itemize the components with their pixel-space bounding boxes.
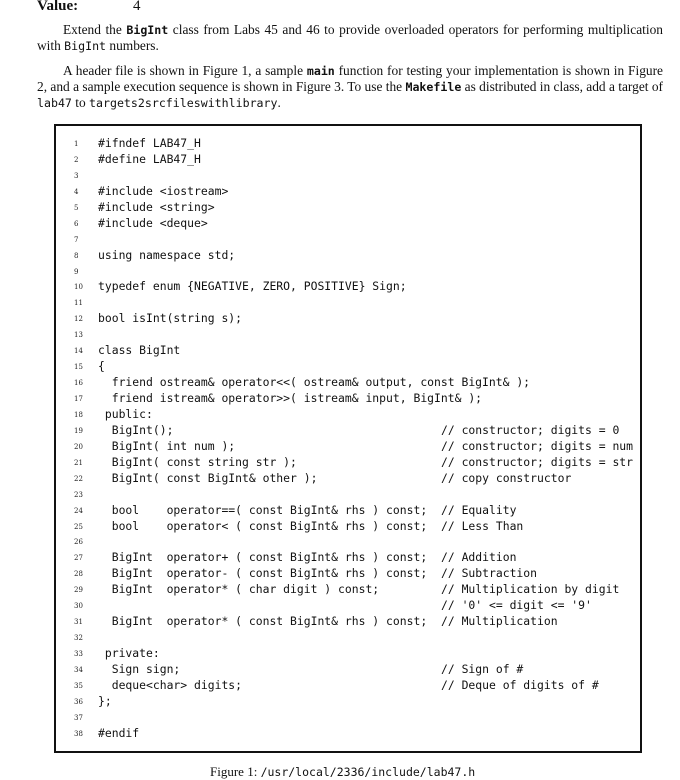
- code-comment: // Subtraction: [441, 566, 538, 581]
- line-number: 5: [74, 203, 79, 212]
- line-number: 33: [74, 650, 83, 658]
- code-comment: // Multiplication: [441, 614, 558, 629]
- code-line: [74, 630, 634, 646]
- code-line: [74, 726, 634, 742]
- code-line: [74, 694, 634, 710]
- code-text: BigInt operator* ( char digit ) const;: [98, 582, 380, 597]
- code-line: [74, 136, 634, 152]
- code-text: #include <string>: [98, 199, 215, 214]
- code-line: [74, 232, 634, 248]
- para1-text-2: class from Labs 45 and 46 to provide overloaded operators for performing multiplication with: [37, 22, 663, 53]
- para2-code-4: targets2srcfileswithlibrary: [89, 96, 278, 110]
- code-text: #include <deque>: [98, 215, 208, 230]
- line-number: 22: [74, 474, 83, 483]
- line-number: 9: [74, 267, 79, 276]
- code-line: [74, 407, 634, 423]
- para1-text-3: numbers.: [106, 38, 159, 53]
- line-number: 34: [74, 665, 83, 674]
- line-number: 6: [74, 219, 79, 228]
- line-number: 31: [74, 618, 83, 627]
- line-number: 25: [74, 522, 83, 531]
- code-text: #define LAB47_H: [98, 151, 201, 166]
- para2-code-2: Makefile: [405, 80, 462, 94]
- code-line: [74, 216, 634, 232]
- para2-text-5: .: [277, 95, 281, 110]
- code-comment: // constructor; digits = 0: [441, 422, 620, 437]
- code-text: };: [98, 693, 112, 708]
- code-line: [74, 391, 634, 407]
- figure-caption: [210, 764, 475, 780]
- para2-text-3: as distributed in class, add a target of: [461, 79, 663, 94]
- code-line: [74, 487, 634, 503]
- code-text: #endif: [98, 725, 140, 740]
- line-number: 37: [74, 713, 83, 722]
- line-number: 4: [74, 187, 79, 196]
- code-line: [74, 375, 634, 391]
- caption-path: /usr/local/2336/include/lab47.h: [260, 765, 476, 779]
- code-line: [74, 519, 634, 535]
- code-line: [74, 184, 634, 200]
- line-number: 21: [74, 458, 83, 467]
- code-comment: // copy constructor: [441, 470, 572, 485]
- line-number: 3: [74, 171, 79, 180]
- para2-code-1: main: [306, 64, 335, 78]
- para1-text-1: Extend the: [63, 22, 127, 37]
- code-line: [74, 566, 634, 582]
- value-label: Value:: [37, 0, 79, 14]
- caption-label: Figure 1:: [210, 764, 258, 779]
- code-text: BigInt operator- ( const BigInt& rhs ) const;: [98, 566, 428, 581]
- line-number: 18: [74, 410, 83, 419]
- line-number: 15: [74, 363, 83, 372]
- para1-code-1: BigInt: [126, 23, 169, 37]
- code-line: [74, 646, 634, 662]
- para2-text-4: to: [71, 95, 90, 110]
- line-number: 28: [74, 570, 83, 579]
- code-text: friend ostream& operator<<( ostream& output, const BigInt& );: [98, 375, 531, 390]
- code-comment: // Addition: [441, 550, 517, 565]
- code-line: [74, 710, 634, 726]
- code-text: #ifndef LAB47_H: [98, 136, 201, 150]
- line-number: 32: [74, 634, 83, 643]
- code-text: {: [98, 359, 105, 374]
- code-text: bool isInt(string s);: [98, 311, 243, 326]
- line-number: 29: [74, 586, 83, 595]
- code-line: [74, 471, 634, 487]
- line-number: 30: [74, 602, 83, 611]
- code-text: #include <iostream>: [98, 183, 229, 198]
- code-line: [74, 455, 634, 471]
- code-line: [74, 439, 634, 455]
- line-number: 2: [74, 155, 79, 164]
- code-comment: // '0' <= digit <= '9': [441, 598, 592, 613]
- line-number: 16: [74, 379, 83, 388]
- code-text: BigInt operator* ( const BigInt& rhs ) const;: [98, 614, 428, 629]
- code-comment: // Multiplication by digit: [441, 582, 620, 597]
- code-text: class BigInt: [98, 343, 181, 358]
- line-number: 14: [74, 347, 83, 356]
- code-line: [74, 264, 634, 280]
- code-listing: [74, 136, 634, 742]
- code-line: [74, 168, 634, 184]
- code-line: [74, 550, 634, 566]
- code-line: [74, 423, 634, 439]
- code-line: [74, 598, 634, 614]
- line-number: 38: [74, 729, 83, 738]
- code-line: [74, 343, 634, 359]
- para2-code-3: lab47: [37, 96, 72, 110]
- code-line: [74, 152, 634, 168]
- code-text: deque<char> digits;: [98, 677, 243, 692]
- code-text: bool operator< ( const BigInt& rhs ) const;: [98, 518, 428, 533]
- value-number: 4: [133, 0, 141, 14]
- code-line: [74, 311, 634, 327]
- code-comment: // Less Than: [441, 518, 524, 533]
- line-number: 23: [74, 490, 83, 499]
- code-text: public:: [98, 406, 153, 421]
- code-text: Sign sign;: [98, 661, 181, 676]
- line-number: 11: [74, 299, 83, 308]
- code-line: [74, 279, 634, 295]
- code-comment: // constructor; digits = str: [441, 454, 634, 469]
- line-number: 36: [74, 697, 83, 706]
- code-comment: // Equality: [441, 502, 517, 517]
- code-line: [74, 327, 634, 343]
- code-line: [74, 534, 634, 550]
- code-line: [74, 614, 634, 630]
- intro-paragraph: [37, 22, 663, 54]
- code-listing-box: [54, 124, 642, 753]
- code-text: using namespace std;: [98, 247, 236, 262]
- code-line: [74, 678, 634, 694]
- code-text: BigInt( int num );: [98, 438, 236, 453]
- code-text: friend istream& operator>>( istream& input, BigInt& );: [98, 391, 483, 405]
- line-number: 27: [74, 554, 83, 563]
- code-comment: // Sign of #: [441, 661, 524, 676]
- line-number: 19: [74, 426, 83, 435]
- code-line: [74, 582, 634, 598]
- line-number: 10: [74, 283, 83, 292]
- code-text: BigInt( const string str );: [98, 454, 297, 469]
- code-line: [74, 359, 634, 375]
- code-line: [74, 248, 634, 264]
- code-text: typedef enum {NEGATIVE, ZERO, POSITIVE} Sign;: [98, 279, 407, 294]
- line-number: 7: [74, 235, 79, 244]
- line-number: 17: [74, 395, 83, 403]
- instructions-paragraph: [37, 63, 663, 111]
- code-line: [74, 662, 634, 678]
- line-number: 1: [74, 140, 79, 148]
- code-text: bool operator==( const BigInt& rhs ) const;: [98, 502, 428, 517]
- code-line: [74, 503, 634, 519]
- code-text: BigInt operator+ ( const BigInt& rhs ) const;: [98, 550, 428, 565]
- code-comment: // constructor; digits = num: [441, 438, 634, 453]
- para1-code-2: BigInt: [64, 39, 107, 53]
- line-number: 35: [74, 681, 83, 690]
- para2-text-2: function for testing your implementation is shown in Figure 2, and a sample execution sequence is shown in Figure 3. To use the: [37, 63, 663, 94]
- line-number: 8: [74, 251, 79, 260]
- line-number: 26: [74, 538, 83, 547]
- line-number: 12: [74, 315, 83, 324]
- line-number: 24: [74, 506, 83, 515]
- code-line: [74, 295, 634, 311]
- code-line: [74, 200, 634, 216]
- code-text: BigInt();: [98, 422, 174, 437]
- para2-text-1: A header file is shown in Figure 1, a sample: [63, 63, 307, 78]
- code-text: private:: [98, 646, 160, 660]
- line-number: 20: [74, 442, 83, 451]
- value-line: [37, 0, 141, 15]
- code-comment: // Deque of digits of #: [441, 677, 599, 692]
- code-text: BigInt( const BigInt& other );: [98, 470, 318, 485]
- line-number: 13: [74, 331, 83, 340]
